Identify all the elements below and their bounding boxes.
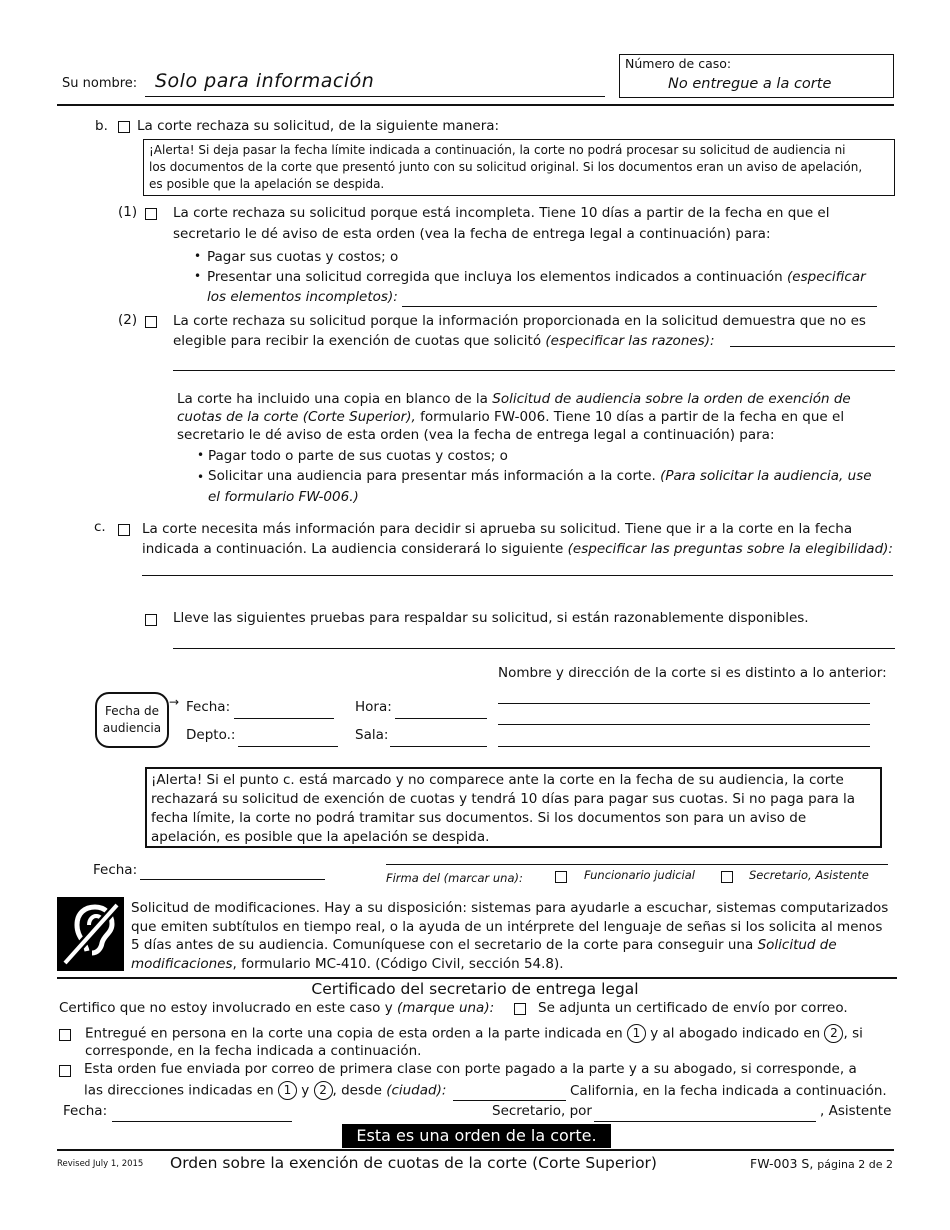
footer-title: Orden sobre la exención de cuotas de la corte (Corte Superior) xyxy=(170,1154,657,1172)
page-number: página 2 de 2 xyxy=(817,1158,893,1171)
hearing-badge xyxy=(95,692,169,748)
sign-label: Firma del (marcar una): xyxy=(386,871,523,885)
hearing-time-label: Hora: xyxy=(355,699,392,715)
section-b-checkbox[interactable] xyxy=(118,121,130,133)
accommodations-line-1: Solicitud de modificaciones. Hay a su disposición: sistemas para ayudarle a escuchar, sistemas computarizados xyxy=(131,900,889,916)
item-2-line-2-text: elegible para recibir la exención de cuotas que solicitó xyxy=(173,333,542,349)
item-1-line-2: secretario le dé aviso de esta orden (vea la fecha de entrega legal a continuación) para: xyxy=(173,226,771,242)
city-field[interactable] xyxy=(453,1100,566,1101)
accommodations-line-4-text: , formulario MC-410. (Código Civil, sección 54.8). xyxy=(232,956,564,972)
personal-delivery-line-2: corresponde, en la fecha indicada a continuación. xyxy=(85,1043,422,1059)
judicial-officer-checkbox[interactable] xyxy=(555,871,567,883)
copy-bullet-1: Pagar todo o parte de sus cuotas y costos; o xyxy=(208,448,508,464)
item-1-number: (1) xyxy=(118,204,138,220)
clerk-label: Secretario, Asistente xyxy=(749,868,869,882)
court-address-field-2[interactable] xyxy=(498,724,870,725)
certify-text xyxy=(59,999,494,1018)
attached-certificate-checkbox[interactable] xyxy=(514,1003,526,1015)
evidence-checkbox[interactable] xyxy=(145,614,157,626)
case-number-box[interactable] xyxy=(619,54,894,98)
item-2-line-2-italic: (especificar las razones): xyxy=(545,333,715,349)
copy-line-2-a: cuotas de la corte (Corte Superior), xyxy=(177,409,416,425)
section-c-letter: c. xyxy=(94,519,106,535)
hearing-date-label: Fecha: xyxy=(186,699,231,715)
circle-1-badge: 1 xyxy=(278,1081,297,1100)
section-c-line-1: La corte necesita más información para decidir si aprueba su solicitud. Tiene que ir a la corte en la fecha xyxy=(142,521,853,537)
alert-b-line-1: ¡Alerta! Si deja pasar la fecha límite indicada a continuación, la corte no podrá procesar su solicitud de audiencia ni xyxy=(149,143,846,157)
signature-date-label: Fecha: xyxy=(93,862,138,878)
footer-form-page xyxy=(750,1156,893,1171)
header-rule xyxy=(57,104,894,106)
eligibility-questions-field[interactable] xyxy=(142,575,893,576)
copy-line-3: secretario le dé aviso de esta orden (vea la fecha de entrega legal a continuación) para: xyxy=(177,427,775,443)
hearing-dept-label: Depto.: xyxy=(186,727,236,743)
mail-delivery-line-2 xyxy=(84,1081,446,1101)
assistant-label: , Asistente xyxy=(820,1103,892,1119)
section-c-line-2-text: indicada a continuación. La audiencia considerará lo siguiente xyxy=(142,541,564,557)
hearing-room-field[interactable] xyxy=(390,746,487,747)
accommodations-line-4 xyxy=(131,955,564,974)
copy-bullet-2-line-2: el formulario FW-006.) xyxy=(208,489,359,505)
signature-field[interactable] xyxy=(386,864,888,865)
hearing-badge-line-2: audiencia xyxy=(102,721,162,735)
alert-c-line-4: apelación, es posible que la apelación se despida. xyxy=(151,829,490,845)
hearing-badge-line-1: Fecha de xyxy=(105,704,159,718)
copy-bullet-2-italic: (Para solicitar la audiencia, use xyxy=(660,468,872,484)
circle-2-badge: 2 xyxy=(314,1081,333,1100)
hearing-date-field[interactable] xyxy=(234,718,334,719)
item-2-number: (2) xyxy=(118,312,138,328)
section-b-letter: b. xyxy=(95,118,108,134)
mail-delivery-line-1: Esta orden fue enviada por correo de primera clase con porte pagado a la parte y a su abogado, si corresponde, a xyxy=(84,1061,857,1077)
accommodations-line-3 xyxy=(131,936,837,955)
section-c-checkbox[interactable] xyxy=(118,524,130,536)
item-2-checkbox[interactable] xyxy=(145,316,157,328)
copy-line-2-b: formulario FW-006. Tiene 10 días a partir de la fecha en que el xyxy=(420,409,845,425)
case-label: Número de caso: xyxy=(625,56,732,71)
circle-2-badge: 2 xyxy=(824,1024,843,1043)
personal-delivery-text-c: , si xyxy=(843,1025,863,1042)
certify-text-italic: (marque una): xyxy=(396,1000,495,1016)
hearing-room-label: Sala: xyxy=(355,727,389,743)
copy-line-1 xyxy=(177,390,851,409)
alert-b-line-3: es posible que la apelación se despida. xyxy=(149,177,385,191)
court-address-field-1[interactable] xyxy=(498,703,870,704)
footer-rule xyxy=(57,1149,894,1151)
accommodations-line-3-text: 5 días antes de su audiencia. Comuníquese con el secretario de la corte para conseguir una xyxy=(131,937,754,953)
accommodations-line-2: que emiten subtítulos en tiempo real, o la ayuda de un intérprete del lenguaje de señas si los solicita al menos xyxy=(131,919,883,935)
item-1-bullet-1: Pagar sus cuotas y costos; o xyxy=(207,249,399,265)
name-value[interactable]: Solo para información xyxy=(155,70,375,92)
name-underline xyxy=(145,96,605,97)
reasons-field-1[interactable] xyxy=(730,346,895,347)
personal-delivery-checkbox[interactable] xyxy=(59,1029,71,1041)
copy-bullet-2 xyxy=(208,467,872,486)
bullet-icon: • xyxy=(194,269,202,283)
alert-b-line-2: los documentos de la corte que presentó junto con su solicitud original. Si los documentos eran un aviso de apelación, xyxy=(149,160,863,174)
certify-text-main: Certifico que no estoy involucrado en este caso y xyxy=(59,1000,393,1016)
mail-text-c: California, en la fecha indicada a continuación. xyxy=(570,1083,887,1099)
mail-text-a: las direcciones indicadas en xyxy=(84,1082,274,1099)
item-2-line-1: La corte rechaza su solicitud porque la información proporcionada en la solicitud demuestra que no es xyxy=(173,313,866,329)
alert-box-b xyxy=(143,139,895,196)
copy-line-2 xyxy=(177,408,844,427)
item-2-line-2 xyxy=(173,332,715,351)
incomplete-items-field[interactable] xyxy=(402,306,877,307)
certificate-date-field[interactable] xyxy=(112,1121,292,1122)
item-1-checkbox[interactable] xyxy=(145,208,157,220)
certificate-date-label: Fecha: xyxy=(63,1103,108,1119)
section-c-line-2-italic: (especificar las preguntas sobre la elegibilidad): xyxy=(567,541,893,557)
case-value: No entregue a la corte xyxy=(668,76,832,92)
clerk-by-label: Secretario, por xyxy=(492,1103,592,1119)
hearing-assistance-icon xyxy=(57,897,124,971)
mail-city-label: (ciudad): xyxy=(386,1082,447,1099)
mail-delivery-checkbox[interactable] xyxy=(59,1065,71,1077)
attached-certificate-label: Se adjunta un certificado de envío por correo. xyxy=(538,1000,848,1016)
item-1-bullet-2-italic: (especificar xyxy=(787,269,866,285)
hearing-dept-field[interactable] xyxy=(238,746,338,747)
mail-text-b: , desde xyxy=(332,1082,382,1099)
accommodations-line-4-italic: modificaciones xyxy=(131,956,233,972)
copy-line-1-b: Solicitud de audiencia sobre la orden de exención de xyxy=(492,391,851,407)
clerk-checkbox[interactable] xyxy=(721,871,733,883)
copy-line-1-a: La corte ha incluido una copia en blanco de la xyxy=(177,391,488,407)
name-label: Su nombre: xyxy=(62,76,138,91)
item-1-bullet-2-line-2: los elementos incompletos): xyxy=(207,289,398,305)
reasons-field-2[interactable] xyxy=(173,370,895,371)
bullet-icon: • xyxy=(194,249,202,263)
bullet-icon: • xyxy=(197,470,205,484)
alert-c-line-2: rechazará su solicitud de exención de cuotas y tendrá 10 días para pagar sus cuotas. Si no paga para la xyxy=(151,791,856,807)
mail-text-y: y xyxy=(301,1082,310,1099)
revised-date: Revised July 1, 2015 xyxy=(57,1159,144,1169)
court-address-field-3[interactable] xyxy=(498,746,870,747)
circle-1-badge: 1 xyxy=(627,1024,646,1043)
personal-delivery-text-b: y al abogado indicado en xyxy=(650,1025,821,1042)
certificate-rule xyxy=(57,977,897,979)
alert-c-line-1: ¡Alerta! Si el punto c. está marcado y no comparece ante la corte en la fecha de su audiencia, la corte xyxy=(151,772,844,788)
item-1-line-1: La corte rechaza su solicitud porque está incompleta. Tiene 10 días a partir de la fecha en que el xyxy=(173,205,830,221)
signature-date-field[interactable] xyxy=(140,879,325,880)
item-1-bullet-2 xyxy=(207,268,866,287)
section-c-line-2 xyxy=(142,540,893,559)
section-b-label: La corte rechaza su solicitud, de la siguiente manera: xyxy=(137,118,500,134)
accommodations-line-3-italic: Solicitud de xyxy=(757,937,837,953)
evidence-label: Lleve las siguientes pruebas para respaldar su solicitud, si están razonablemente disponibles. xyxy=(173,610,809,626)
alert-box-c xyxy=(145,767,882,848)
certificate-title: Certificado del secretario de entrega legal xyxy=(311,980,639,998)
bullet-icon: • xyxy=(197,448,205,462)
hearing-time-field[interactable] xyxy=(395,718,487,719)
court-order-banner: Esta es una orden de la corte. xyxy=(342,1124,611,1148)
alert-c-line-3: fecha límite, la corte no podrá tramitar sus documentos. Si los documentos son para un aviso de xyxy=(151,810,807,826)
court-address-label: Nombre y dirección de la corte si es distinto a lo anterior: xyxy=(498,665,887,681)
item-1-bullet-2-text: Presentar una solicitud corregida que incluya los elementos indicados a continuación xyxy=(207,269,783,285)
form-number: FW-003 S, xyxy=(750,1156,814,1171)
personal-delivery-line-1 xyxy=(85,1024,863,1044)
evidence-field[interactable] xyxy=(173,648,895,649)
personal-delivery-text-a: Entregué en persona en la corte una copia de esta orden a la parte indicada en xyxy=(85,1025,623,1042)
judicial-officer-label: Funcionario judicial xyxy=(584,868,695,882)
clerk-by-field[interactable] xyxy=(594,1121,816,1122)
arrow-right-icon: → xyxy=(169,695,180,709)
copy-bullet-2-text: Solicitar una audiencia para presentar más información a la corte. xyxy=(208,468,656,484)
